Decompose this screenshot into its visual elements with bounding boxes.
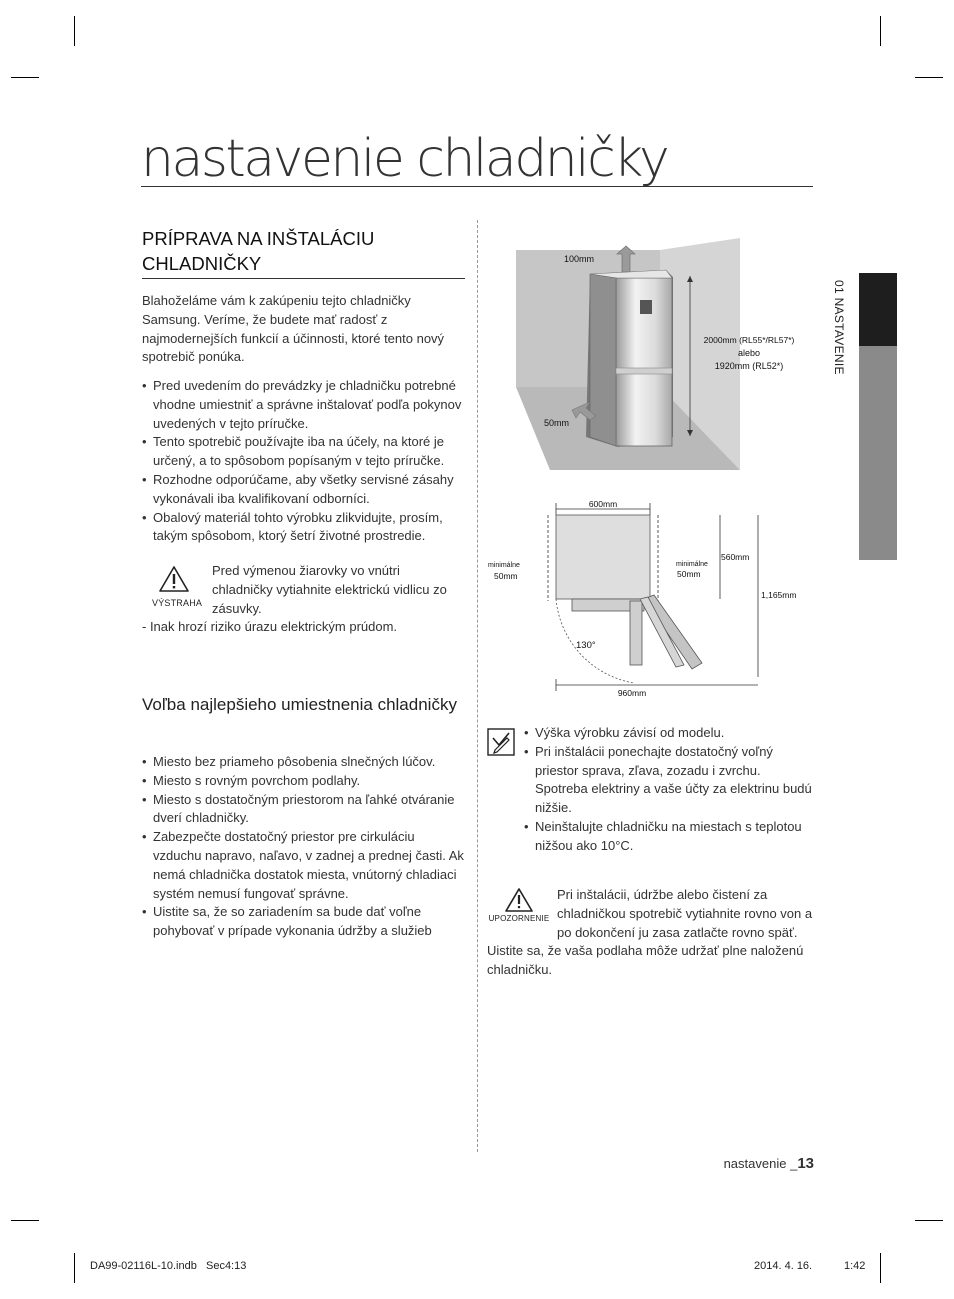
list-item: • Pri inštalácii ponechajte dostatočný voľný priestor sprava, zľava, zozadu i zvrchu. Spotreba elektriny a vaše účty za elektrinu budú nižšie.: [524, 743, 814, 818]
warning-block: [142, 562, 464, 642]
door-panel: [630, 601, 642, 665]
caution-block: [487, 886, 817, 981]
left-min-label: minimálne: [488, 562, 520, 569]
list-item: • Miesto s dostatočným priestorom na ľahké otváranie dverí chladničky.: [142, 791, 464, 829]
crop-mark: [74, 16, 75, 46]
angle-label: 130°: [576, 640, 596, 651]
print-file-info: DA99-02116L-10.indb Sec4:13: [90, 1260, 247, 1272]
width-label: 600mm: [588, 499, 618, 509]
page-footer-label: nastavenie _: [723, 1156, 798, 1171]
caution-text-content: Pri inštalácii, údržbe alebo čistení za chladničkou spotrebič vytiahnite rovno von a po dokončení ju zasa zatlačte rovno späť. Uistite sa, že vaša podlaha môže udržať plne naloženú chladničku.: [487, 887, 813, 978]
list-item: • Miesto bez priameho pôsobenia slnečných lúčov.: [142, 753, 464, 772]
crop-mark: [880, 16, 881, 46]
top-clearance-label: 100mm: [564, 254, 595, 264]
note-list: [524, 724, 814, 856]
crop-mark: [880, 1253, 881, 1283]
crop-mark: [74, 1253, 75, 1283]
intro-paragraph: Blahoželáme vám k zakúpeniu tejto chladničky Samsung. Veríme, že budete mať radosť z najmodernejších funkcií a účinnosti, ktoré tento nový spotrebič ponúka.: [142, 293, 445, 365]
list-item: • Rozhodne odporúčame, aby všetky servisné zásahy vykonávali iba kvalifikovaní odborníci.: [142, 471, 464, 509]
preparation-list: [142, 377, 464, 546]
fridge-door-split: [616, 368, 672, 374]
back-clearance-label: 50mm: [544, 418, 570, 428]
print-time: 1:42: [844, 1260, 866, 1272]
side-tab-dark-block: [858, 273, 897, 346]
crop-mark: [915, 77, 943, 78]
height-label-line2: alebo: [737, 348, 761, 358]
height-label-line1: 2000mm (RL55*/RL57*): [703, 335, 795, 345]
crop-mark: [915, 1220, 943, 1221]
page-number-footer: [724, 1155, 814, 1172]
note-icon: [487, 728, 515, 756]
warning-text: Pred výmenou žiarovky vo vnútri chladničky vytiahnite elektrickú vidlicu zo zásuvky.: [212, 563, 447, 616]
list-item: • Obalový materiál tohto výrobku zlikvidujte, prosím, takým spôsobom, ktorý šetrí životné prostredie.: [142, 509, 464, 547]
height-label-line3: 1920mm (RL52*): [714, 361, 784, 371]
fridge-body-topview: [556, 515, 650, 599]
location-list: [142, 753, 464, 941]
list-item: • Tento spotrebič používajte iba na účely, na ktoré je určený, a to spôsobom popísaným v tejto príručke.: [142, 433, 464, 471]
fridge-display: [640, 300, 652, 314]
section-heading: PRÍPRAVA NA INŠTALÁCIU CHLADNIČKY: [142, 226, 465, 279]
list-item: • Zabezpečte dostatočný priestor pre cirkuláciu vzduchu napravo, naľavo, v zadnej a prednej časti. Ak nemá chladnička dostatok miesta, vnútorný chladiaci systém nemusí fungovať správne.: [142, 828, 464, 903]
right-min-label: minimálne: [676, 561, 708, 568]
list-item: • Výška výrobku závisí od modelu.: [524, 724, 814, 743]
list-item: • Miesto s rovným povrchom podlahy.: [142, 772, 464, 791]
fridge-side: [590, 274, 616, 446]
list-item: • Uistite sa, že so zariadením sa bude dať voľne pohybovať v prípade vykonania údržby a služieb: [142, 903, 464, 941]
total-width-label: 960mm: [617, 688, 647, 698]
page-title: nastavenie chladničky: [141, 132, 813, 187]
print-date: 2014. 4. 16.: [754, 1260, 813, 1272]
warning-label: VÝSTRAHA: [152, 598, 203, 608]
page-number: 13: [797, 1155, 814, 1172]
warning-extra: - Inak hrozí riziko úrazu elektrickým prúdom.: [142, 619, 398, 634]
side-tab-gray-block: [858, 346, 897, 560]
right-min-value: 50mm: [677, 569, 701, 579]
left-min-value: 50mm: [494, 571, 518, 581]
subsection-heading: Voľba najlepšieho umiestnenia chladničky: [142, 695, 457, 714]
fridge-clearance-figure: [490, 232, 820, 482]
list-item: • Pred uvedením do prevádzky je chladničku potrebné vhodne umiestniť a správne inštalovať podľa pokynov uvedených v tejto príručke.: [142, 377, 464, 433]
depth-label: 560mm: [721, 552, 750, 562]
caution-label: UPOZORNENIE: [488, 914, 550, 923]
column-divider: [477, 220, 478, 1152]
crop-mark: [11, 77, 39, 78]
caution-float-spacer: [487, 886, 557, 926]
crop-mark: [11, 1220, 39, 1221]
list-item: • Neinštalujte chladničku na miestach s teplotou nižšou ako 10°C.: [524, 818, 814, 856]
warning-icon: [152, 564, 203, 608]
caution-text: [487, 886, 815, 980]
total-depth-label: 1,165mm: [761, 590, 797, 600]
door-opening-figure: [484, 495, 814, 705]
side-tab-label: 01 NASTAVENIE: [832, 280, 846, 375]
